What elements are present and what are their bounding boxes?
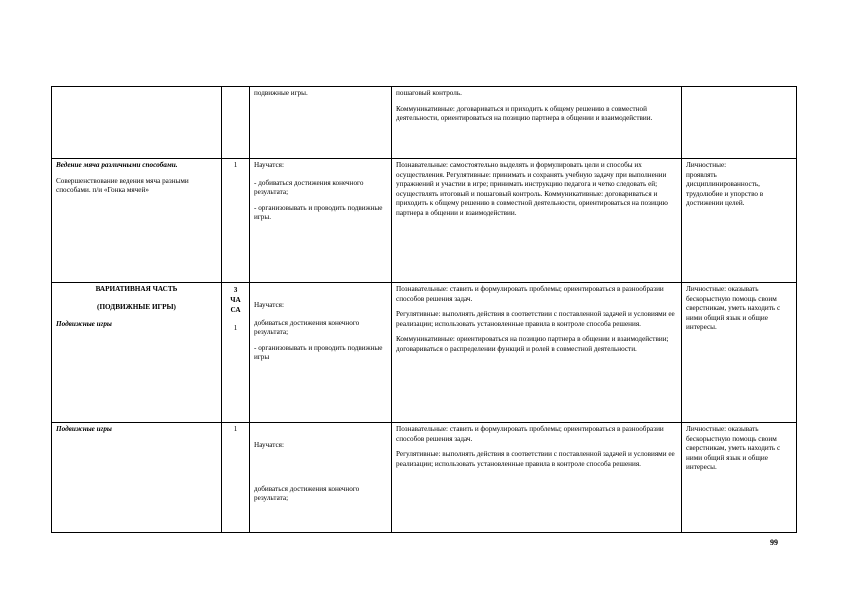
table-row [52,423,797,533]
topic-title: Подвижные игры [56,320,112,329]
hours-value: 1 [233,161,238,169]
uud-line: пошаговый контроль. [396,89,462,97]
personal-line: Личностные: [686,161,727,169]
table-row [52,283,797,423]
hours-cell [222,159,250,283]
teacher-cell [250,159,392,283]
uud-cell [392,159,682,283]
personal-cell [682,423,797,533]
uud-cell [392,423,682,533]
page-number: 99 [770,538,778,547]
lesson-plan-table [51,86,797,533]
hours-value: 1 [233,425,238,433]
uud-paragraph: Познавательные: ставить и формулировать проблемы; ориентироваться в разнообразии способов решения задач. [396,285,664,303]
teacher-heading: Научатся: [254,161,284,169]
uud-paragraph: Познавательные: ставить и формулировать проблемы; ориентироваться в разнообразии способов решения задач. [396,425,664,443]
teacher-line: добиваться достижения конечного результата; [254,484,360,503]
uud-cell [392,283,682,423]
uud-paragraph: Регулятивные: выполнять действия в соответствии с поставленной задачей и условиями ее реализации; использовать установленные правила в контроле способа решения. [396,310,675,328]
hours-cell [222,87,250,159]
personal-text: Личностные: оказывать бескорыстную помощь своим сверстникам, уметь находить с ними общий язык и общие интересы. [686,285,781,332]
topic-description: Совершенствование ведения мяча разными способами. п/и «Гонка мячей» [56,176,189,195]
hours-value: ЧА [230,296,241,304]
teacher-cell [250,283,392,423]
personal-line: проявлять [686,170,717,179]
hours-value: 3 [233,286,238,294]
uud-cell [392,87,682,159]
personal-text: Личностные: оказывать бескорыстную помощь своим сверстникам, уметь находить с ними общий язык и общие интересы. [686,425,781,472]
hours-value: СА [230,306,241,314]
teacher-cell [250,423,392,533]
personal-cell [682,159,797,283]
teacher-line: - организовывать и проводить подвижные игры [254,343,383,362]
hours-cell [222,283,250,423]
topic-cell [52,423,222,533]
teacher-cell [250,87,392,159]
uud-text: Познавательные: самостоятельно выделять и формулировать цели и способы их осуществления. Регулятивные: принимать и сохранять учебную задачу при выполнении упражнений и участии в игре; принимать инструкцию педагога и четко следовать ей; осуществлять итоговый и пошаговый контроль. Коммуникативные: договариваться и приходить к общему решению в совместной деятельности, ориентироваться на позицию партнера в общении и взаимодействии. [396,161,668,217]
teacher-line: - организовывать и проводить подвижные игры. [254,203,383,222]
teacher-heading: Научатся: [254,301,284,309]
topic-title: Подвижные игры [56,425,112,433]
teacher-line: подвижные игры. [254,89,308,97]
topic-cell [52,283,222,423]
personal-cell [682,87,797,159]
topic-cell [52,159,222,283]
personal-line: дисциплинированность, трудолюбие и упорство в достижении целей. [686,180,764,208]
uud-paragraph: Коммуникативные: ориентироваться на позицию партнера в общении и взаимодействии; договариваться о распределении функций и ролей в совместной деятельности. [396,335,669,353]
hours-value: 1 [233,324,238,332]
uud-paragraph: Регулятивные: выполнять действия в соответствии с поставленной задачей и условиями ее реализации; использовать установленные правила в контроле способа решения. [396,450,675,468]
hours-cell [222,423,250,533]
teacher-line: добиваться достижения конечного результата; [254,318,360,337]
table-row [52,159,797,283]
table-row [52,87,797,159]
topic-title: Ведение мяча различными способами. [56,161,178,169]
topic-cell [52,87,222,159]
uud-line: Коммуникативные: договариваться и приходить к общему решению в совместной деятельности, ориентироваться на позицию партнера в общении и взаимодействии. [396,104,653,123]
section-subtitle: (ПОДВИЖНЫЕ ИГРЫ) [97,302,176,311]
teacher-heading: Научатся: [254,441,284,449]
teacher-line: - добиваться достижения конечного результата; [254,178,364,197]
personal-cell [682,283,797,423]
section-title: ВАРИАТИВНАЯ ЧАСТЬ [95,285,178,293]
